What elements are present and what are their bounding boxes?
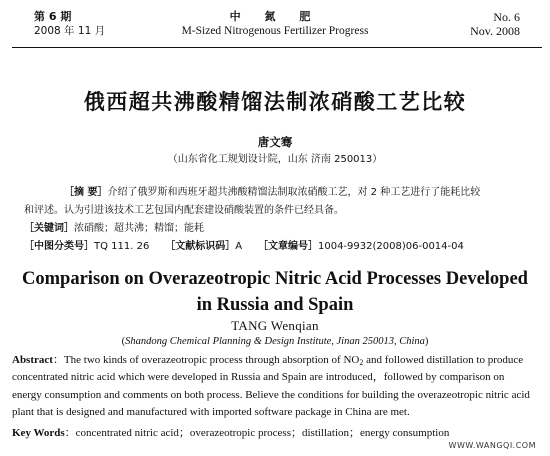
abstract-cn-line-1: [24, 184, 528, 202]
title-en-line-2: in Russia and Spain: [196, 295, 354, 315]
affiliation-cn: （山东省化工规划设计院，山东 济南 250013）: [167, 154, 383, 165]
abstract-cn-text-2: 和评述。认为引进该技术工艺包国内配套建设硝酸装置的条件已经具备。: [24, 205, 344, 216]
title-cn: 俄西超共沸酸精馏法制浓硝酸工艺比较: [83, 90, 467, 114]
doc-code-label: ［文献标识码］: [165, 241, 236, 252]
affiliation-en-text: Shandong Chemical Planning & Design Institute, Jinan 250013, China: [125, 336, 425, 347]
abstract-en-line-1: [12, 352, 538, 369]
no2-subscript: 2: [359, 358, 364, 367]
issue-date-cn: 2008 年 11 月: [34, 25, 106, 37]
doc-code: A: [235, 241, 243, 252]
watermark: WWW.WANGQI.COM: [448, 441, 536, 450]
header-center: [0, 10, 550, 38]
classification-line: [24, 238, 528, 256]
abstract-en-text-1a: ：The two kinds of overazeotropic process through absorption of NO: [52, 354, 360, 366]
issue-number-en: No. 6: [493, 10, 520, 24]
keywords-en-label: Key Words: [12, 427, 65, 439]
article-number: 1004-9932(2008)06-0014-04: [317, 241, 464, 252]
title-en: [0, 266, 550, 318]
journal-name-cn: 中 氮 肥: [229, 10, 321, 23]
header-right: [470, 10, 520, 38]
clc-label: ［中图分类号］: [24, 241, 94, 252]
abstract-en-line-2: concentrated nitric acid which were developed in Russia and Spain are introduced，followed by comparison on: [12, 371, 505, 384]
clc-number: TQ 111. 26: [94, 241, 150, 252]
header-divider: [12, 47, 542, 48]
abstract-en-line-4: plant that is designed and manufactured with imported software package in China are met.: [12, 406, 410, 419]
affiliation-open-paren: (: [121, 336, 126, 347]
keywords-cn-line: [24, 220, 528, 238]
keywords-cn: 浓硝酸；超共沸；精馏；能耗: [74, 223, 204, 234]
journal-name-en: M-Sized Nitrogenous Fertilizer Progress: [181, 25, 369, 37]
issue-date-en: Nov. 2008: [470, 24, 520, 38]
abstract-cn-block: [24, 184, 528, 256]
author-en: TANG Wenqian: [231, 318, 319, 333]
keywords-en-line: [12, 425, 538, 441]
affiliation-close-paren: ): [424, 336, 429, 347]
abstract-cn-text-1: 介绍了俄罗斯和西班牙超共沸酸精馏法制取浓硝酸工艺，对 2 种工艺进行了能耗比较: [107, 187, 481, 198]
abstract-en-line-3: energy consumption and comments on both process. Believe the conditions for building the overazeotropic nitric acid: [12, 388, 530, 401]
keywords-en: ：concentrated nitric acid；overazeotropic process；distillation；energy consumption: [64, 427, 450, 439]
keywords-cn-label: ［关键词］: [24, 223, 74, 234]
abstract-cn-line-2: [24, 202, 528, 220]
issue-number-cn: 第 6 期: [34, 10, 72, 23]
affiliation-en: [0, 336, 550, 347]
abstract-cn-label: ［摘 要］: [64, 187, 108, 198]
running-header: [0, 10, 550, 44]
title-en-line-1: Comparison on Overazeotropic Nitric Acid Processes Developed: [22, 269, 528, 289]
abstract-en-label: Abstract: [12, 354, 53, 366]
author-cn: 唐文骞: [257, 135, 293, 149]
abstract-en-text-1b: and followed distillation to produce: [363, 354, 524, 366]
article-number-label: ［文章编号］: [257, 241, 318, 252]
abstract-en-block: [12, 352, 538, 422]
